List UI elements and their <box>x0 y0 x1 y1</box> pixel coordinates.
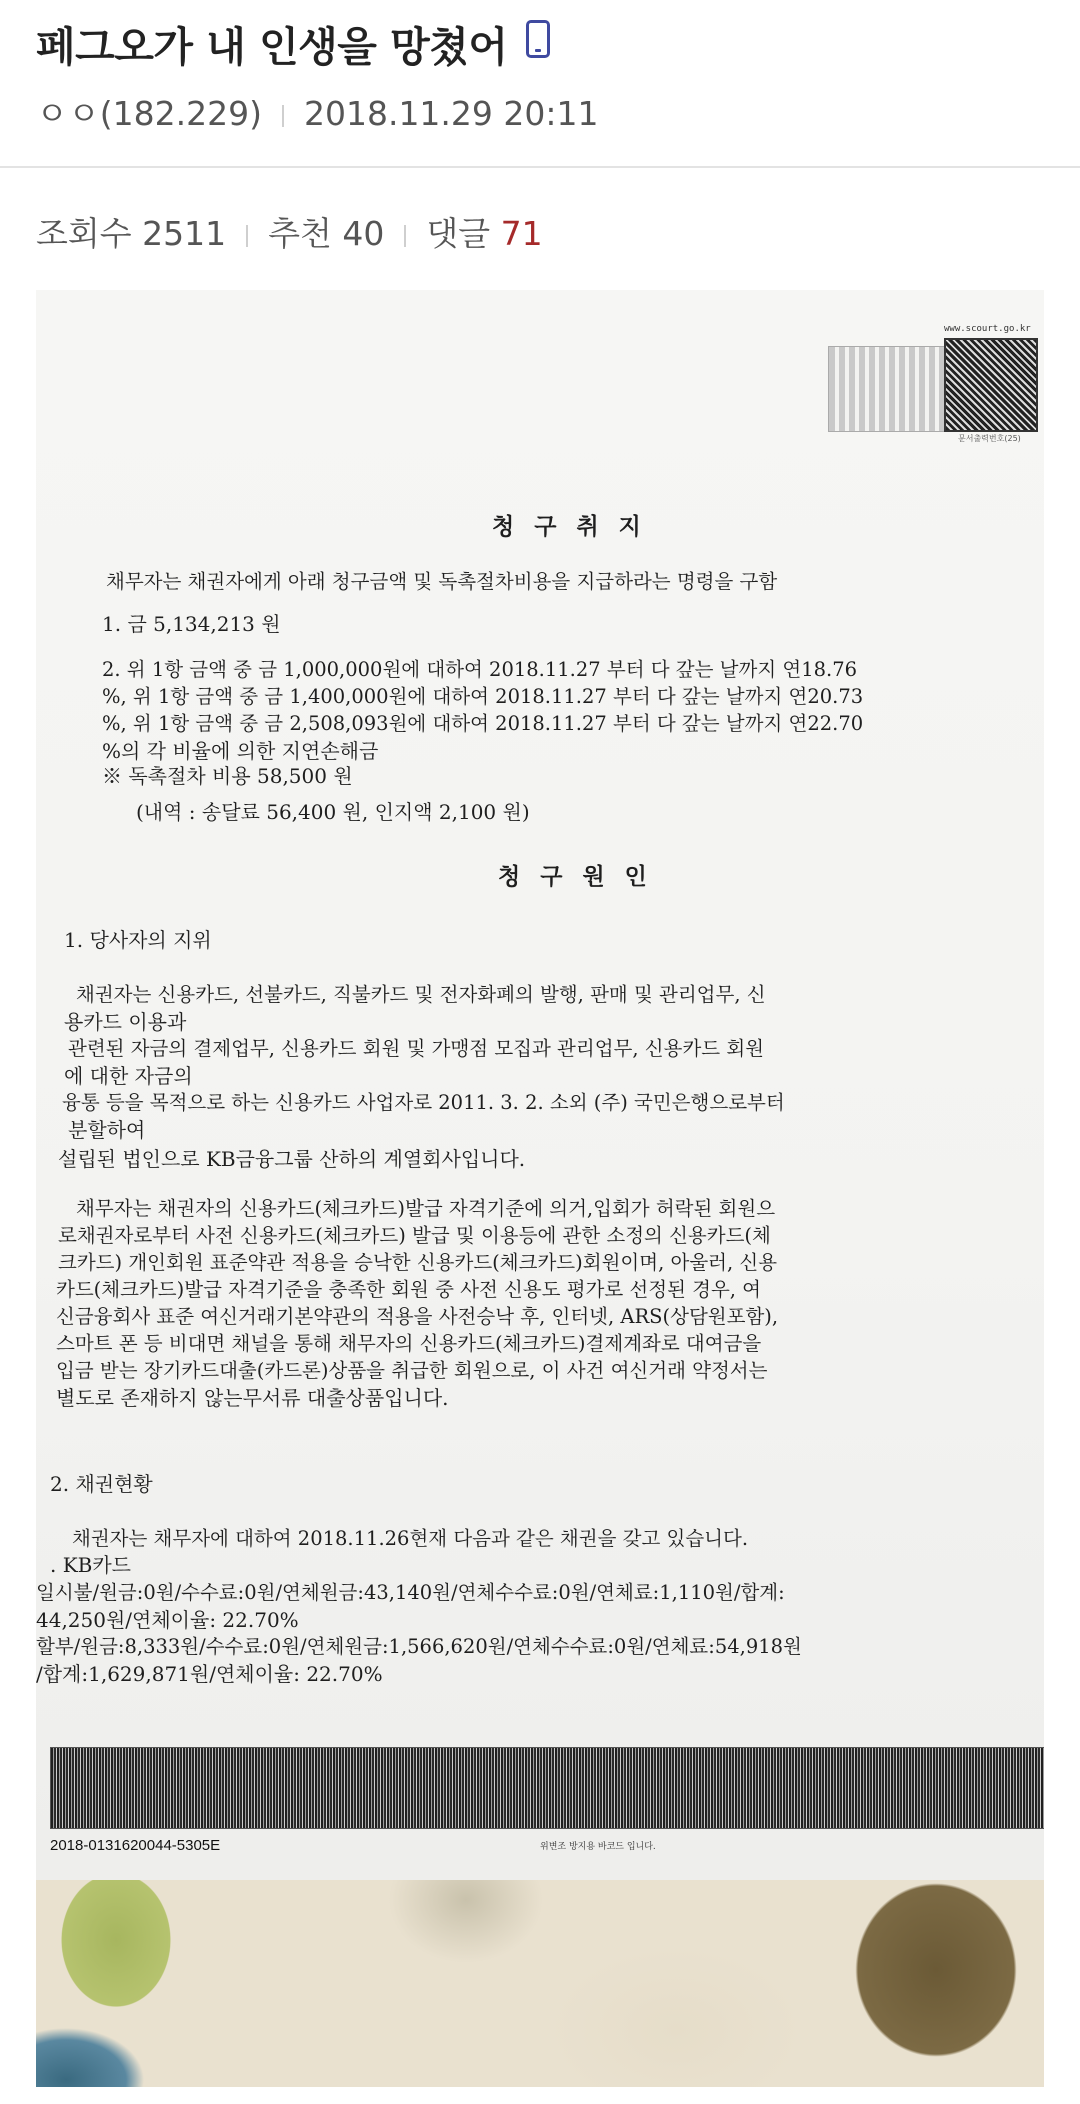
cost-line: ※ 독촉절차 비용 58,500 원 <box>102 764 353 788</box>
item-2-line: 2. 위 1항 금액 중 금 1,000,000원에 대하여 2018.11.27 부터 다 갚는 날까지 연18.76 <box>102 658 858 681</box>
item-2-line: %의 각 비율에 의한 지연손해금 <box>102 739 379 763</box>
document-id: 2018-0131620044-5305E <box>50 1837 221 1854</box>
qr-caption: 문서출력번호(25) <box>958 434 1021 443</box>
card-name: . KB카드 <box>50 1553 131 1577</box>
qr-code-icon <box>944 338 1038 432</box>
meta-divider <box>282 105 284 127</box>
likes-count: 40 <box>342 214 385 253</box>
para-1-line: 채권자는 신용카드, 선불카드, 직불카드 및 전자화폐의 발행, 판매 및 관리업무, 신 <box>76 983 766 1006</box>
barcode-caption: 위변조 방지용 바코드 입니다. <box>540 1842 656 1852</box>
para-1-line: 용카드 이용과 <box>64 1010 187 1034</box>
post-image[interactable] <box>36 290 1044 2087</box>
section-2-title: 2. 채권현황 <box>50 1472 153 1496</box>
para-3: 채권자는 채무자에 대하여 2018.11.26현재 다음과 같은 채권을 갖고 있습니다. <box>72 1527 749 1550</box>
stats-divider <box>246 225 248 247</box>
section-1-title: 1. 당사자의 지위 <box>64 928 212 952</box>
post-datetime: 2018.11.29 20:11 <box>303 94 599 133</box>
para-1-line: 설립된 법인으로 KB금융그룹 산하의 계열회사입니다. <box>58 1147 526 1171</box>
debt-line: /합계:1,629,871원/연체이율: 22.70% <box>36 1662 383 1686</box>
qr-url: www.scourt.go.kr <box>944 324 1031 334</box>
para-2-line: 신금융회사 표준 여신거래기본약관의 적용을 사전승낙 후, 인터넷, ARS(상담원포함), <box>56 1305 779 1328</box>
views-label: 조회수 <box>36 214 132 253</box>
post-stats <box>36 208 543 255</box>
debt-line: 일시불/원금:0원/수수료:0원/연체원금:43,140원/연체수수료:0원/연체료:1,110원/합계: <box>36 1581 785 1604</box>
comments-label[interactable]: 댓글 <box>426 214 491 253</box>
heading-claim-cause: 청 구 원 인 <box>498 863 653 890</box>
item-2-line: %, 위 1항 금액 중 금 2,508,093원에 대하여 2018.11.27 부터 다 갚는 날까지 연22.70 <box>102 712 864 735</box>
post-title-text: 페그오가 내 인생을 망쳤어 <box>36 23 508 71</box>
intro-line: 채무자는 채권자에게 아래 청구금액 및 독촉절차비용을 지급하라는 명령을 구함 <box>106 570 778 593</box>
security-pattern <box>828 346 948 432</box>
cost-detail: (내역 : 송달료 56,400 원, 인지액 2,100 원) <box>136 800 530 824</box>
para-2-line: 로채권자로부터 사전 신용카드(체크카드) 발급 및 이용등에 관한 소정의 신용카드(체 <box>58 1224 771 1247</box>
para-1-line: 관련된 자금의 결제업무, 신용카드 회원 및 가맹점 모집과 관리업무, 신용카드 회원 <box>68 1037 765 1060</box>
views-count: 2511 <box>142 214 227 253</box>
qr-area <box>828 324 1034 443</box>
comments-count[interactable]: 71 <box>500 214 543 253</box>
post-meta <box>36 88 599 135</box>
para-2-line: 스마트 폰 등 비대면 채널을 통해 채무자의 신용카드(체크카드)결제계좌로 대여금을 <box>56 1332 762 1355</box>
item-1: 1. 금 5,134,213 원 <box>102 612 281 636</box>
background-fabric <box>36 1880 1044 2087</box>
post-title <box>36 14 550 73</box>
para-2-line: 카드(체크카드)발급 자격기준을 충족한 회원 중 사전 신용도 평가로 선정된 경우, 여 <box>56 1278 762 1301</box>
post-author[interactable]: ㅇㅇ(182.229) <box>36 94 262 133</box>
document-paper <box>36 290 1044 1880</box>
item-2-line: %, 위 1항 금액 중 금 1,400,000원에 대하여 2018.11.27 부터 다 갚는 날까지 연20.73 <box>102 685 864 708</box>
para-1-line: 분할하여 <box>68 1118 146 1142</box>
mobile-phone-icon <box>526 20 550 58</box>
para-2-line: 채무자는 채권자의 신용카드(체크카드)발급 자격기준에 의거,입회가 허락된 회원으 <box>76 1197 776 1220</box>
para-1-line: 에 대한 자금의 <box>64 1064 193 1088</box>
post-header <box>0 0 1080 168</box>
debt-line: 할부/원금:8,333원/수수료:0원/연체원금:1,566,620원/연체수수료:0원/연체료:54,918원 <box>36 1635 802 1658</box>
para-1-line: 융통 등을 목적으로 하는 신용카드 사업자로 2011. 3. 2. 소외 (주) 국민은행으로부터 <box>62 1091 785 1114</box>
heading-claim-purpose: 청 구 취 지 <box>492 513 647 540</box>
para-2-line: 별도로 존재하지 않는무서류 대출상품입니다. <box>56 1386 449 1410</box>
para-2-line: 입금 받는 장기카드대출(카드론)상품을 취급한 회원으로, 이 사건 여신거래 약정서는 <box>56 1359 768 1382</box>
likes-label: 추천 <box>268 214 332 253</box>
stats-divider <box>404 225 406 247</box>
barcode-icon <box>50 1747 1044 1829</box>
debt-line: 44,250원/연체이율: 22.70% <box>36 1608 299 1632</box>
para-2-line: 크카드) 개인회원 표준약관 적용을 승낙한 신용카드(체크카드)회원이며, 아울러, 신용 <box>58 1251 778 1274</box>
